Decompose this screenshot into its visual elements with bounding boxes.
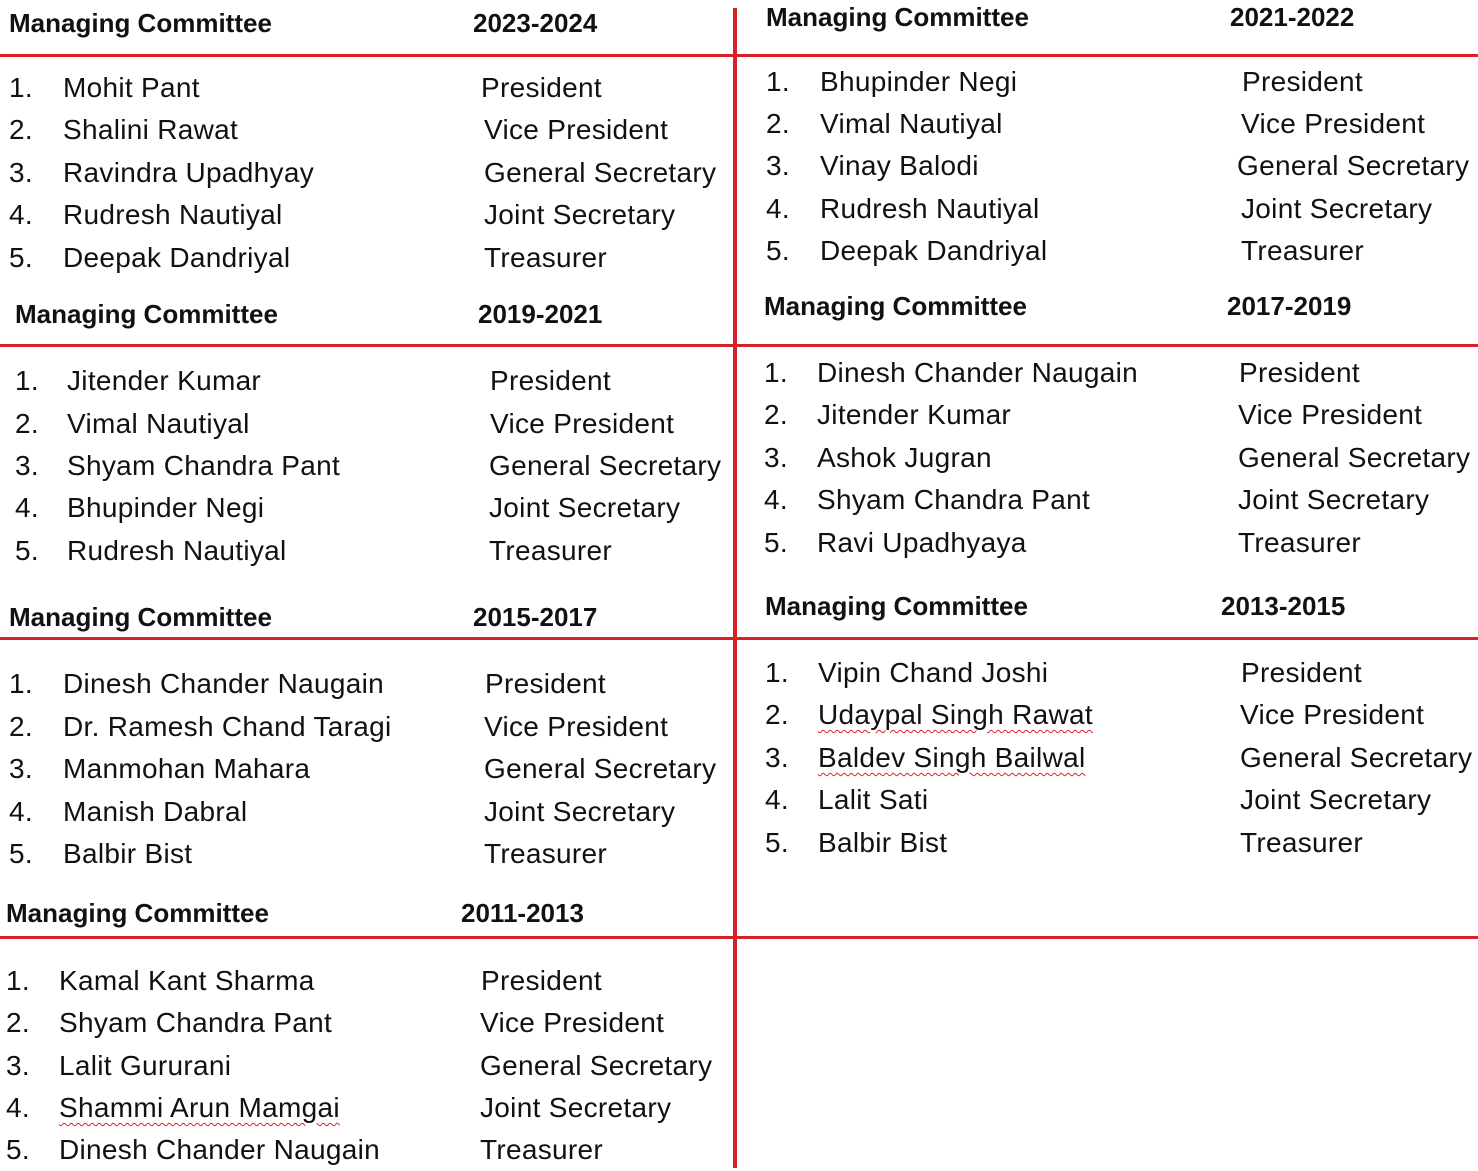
member-name: Bhupinder Negi [67,492,265,523]
member-name: Shyam Chandra Pant [67,450,341,481]
member-number: 1. [9,668,33,699]
member-number: 4. [9,796,33,827]
committee-title: Managing Committee [766,2,1029,32]
member-name: Vimal Nautiyal [67,408,250,439]
member-role: General Secretary [489,450,722,481]
committee-years: 2023-2024 [473,8,598,38]
member-role: Vice President [490,408,675,439]
member-role: Treasurer [484,838,608,869]
committee-years: 2017-2019 [1227,291,1352,321]
member-number: 2. [9,711,33,742]
member-number: 4. [6,1092,30,1123]
committee-heading [6,898,584,929]
member-role: President [481,965,602,996]
divider-2019 [0,344,1478,347]
member-name: Shyam Chandra Pant [59,1007,333,1038]
member-name: Vipin Chand Joshi [818,657,1049,688]
member-number: 4. [15,492,39,523]
member-number: 3. [6,1050,30,1081]
member-role: President [1242,66,1363,97]
member-role: Joint Secretary [1238,484,1430,515]
member-role: Treasurer [489,535,613,566]
member-role: President [485,668,606,699]
member-number: 4. [765,784,789,815]
member-number: 3. [765,742,789,773]
member-name: Ravi Upadhyaya [817,527,1027,558]
member-name: Vinay Balodi [820,150,979,181]
member-role: President [490,365,611,396]
member-name: Dinesh Chander Naugain [817,357,1139,388]
member-name: Ravindra Upadhyay [63,157,315,188]
committee-heading [9,602,598,633]
member-number: 1. [765,657,789,688]
member-number: 3. [9,157,33,188]
member-role: Joint Secretary [1241,193,1433,224]
committee-years: 2019-2021 [478,299,603,329]
member-name: Baldev Singh Bailwal [818,742,1086,773]
member-name: Shammi Arun Mamgai [59,1092,340,1123]
member-number: 4. [764,484,788,515]
committee-heading [766,2,1355,33]
member-number: 4. [766,193,790,224]
divider-2023 [0,54,1478,57]
member-name: Shalini Rawat [63,114,239,145]
member-role: Joint Secretary [489,492,681,523]
committee-heading [765,591,1346,622]
member-number: 3. [764,442,788,473]
member-role: Treasurer [1240,827,1364,858]
member-role: General Secretary [480,1050,713,1081]
member-name: Balbir Bist [63,838,193,869]
member-number: 1. [764,357,788,388]
member-number: 5. [9,242,33,273]
member-name: Dr. Ramesh Chand Taragi [63,711,392,742]
committee-title: Managing Committee [765,591,1028,621]
member-role: Vice President [1241,108,1426,139]
member-name: Bhupinder Negi [820,66,1018,97]
member-role: President [1241,657,1362,688]
member-role: Vice President [1238,399,1423,430]
member-number: 1. [15,365,39,396]
member-role: General Secretary [1237,150,1470,181]
member-name: Deepak Dandriyal [63,242,291,273]
member-name: Manish Dabral [63,796,248,827]
member-role: Joint Secretary [1240,784,1432,815]
member-role: Vice President [484,711,669,742]
member-role: President [1239,357,1360,388]
member-name: Shyam Chandra Pant [817,484,1091,515]
member-name: Mohit Pant [63,72,200,103]
member-number: 2. [9,114,33,145]
member-number: 2. [15,408,39,439]
member-name: Rudresh Nautiyal [820,193,1040,224]
member-name: Dinesh Chander Naugain [63,668,385,699]
committee-title: Managing Committee [6,898,269,928]
member-number: 5. [766,235,790,266]
divider-2015 [0,637,1478,640]
member-role: General Secretary [484,157,717,188]
member-number: 2. [765,699,789,730]
committee-heading [15,299,603,330]
committee-years: 2011-2013 [461,898,584,928]
member-name: Ashok Jugran [817,442,992,473]
member-number: 5. [764,527,788,558]
committee-heading [764,291,1352,322]
member-role: Vice President [480,1007,665,1038]
member-number: 2. [764,399,788,430]
member-name: Rudresh Nautiyal [67,535,287,566]
member-role: Treasurer [1241,235,1365,266]
member-number: 3. [766,150,790,181]
member-number: 4. [9,199,33,230]
member-role: Vice President [1240,699,1425,730]
member-number: 1. [766,66,790,97]
committee-years: 2015-2017 [473,602,598,632]
member-name: Lalit Gururani [59,1050,232,1081]
column-divider [733,8,737,1168]
member-role: General Secretary [1238,442,1471,473]
member-name: Kamal Kant Sharma [59,965,315,996]
member-role: President [481,72,602,103]
member-role: Joint Secretary [484,199,676,230]
divider-2011 [0,936,1478,939]
member-number: 1. [9,72,33,103]
member-name: Jitender Kumar [67,365,262,396]
member-number: 3. [15,450,39,481]
member-number: 5. [6,1134,30,1165]
committee-title: Managing Committee [764,291,1027,321]
member-number: 3. [9,753,33,784]
member-name: Manmohan Mahara [63,753,311,784]
member-name: Dinesh Chander Naugain [59,1134,381,1165]
committee-years: 2013-2015 [1221,591,1346,621]
member-role: Joint Secretary [480,1092,672,1123]
member-number: 5. [765,827,789,858]
member-name: Lalit Sati [818,784,929,815]
committee-heading [9,8,598,39]
committee-title: Managing Committee [9,602,272,632]
member-number: 5. [9,838,33,869]
member-name: Deepak Dandriyal [820,235,1048,266]
member-role: Vice President [484,114,669,145]
member-number: 1. [6,965,30,996]
member-name: Vimal Nautiyal [820,108,1003,139]
member-role: Treasurer [480,1134,604,1165]
member-role: Treasurer [484,242,608,273]
member-number: 5. [15,535,39,566]
committee-title: Managing Committee [9,8,272,38]
member-role: Treasurer [1238,527,1362,558]
member-role: General Secretary [1240,742,1473,773]
committee-title: Managing Committee [15,299,278,329]
member-number: 2. [766,108,790,139]
member-number: 2. [6,1007,30,1038]
member-role: General Secretary [484,753,717,784]
committee-years: 2021-2022 [1230,2,1355,32]
member-role: Joint Secretary [484,796,676,827]
member-name: Balbir Bist [818,827,948,858]
member-name: Rudresh Nautiyal [63,199,283,230]
member-name: Udaypal Singh Rawat [818,699,1093,730]
member-name: Jitender Kumar [817,399,1012,430]
